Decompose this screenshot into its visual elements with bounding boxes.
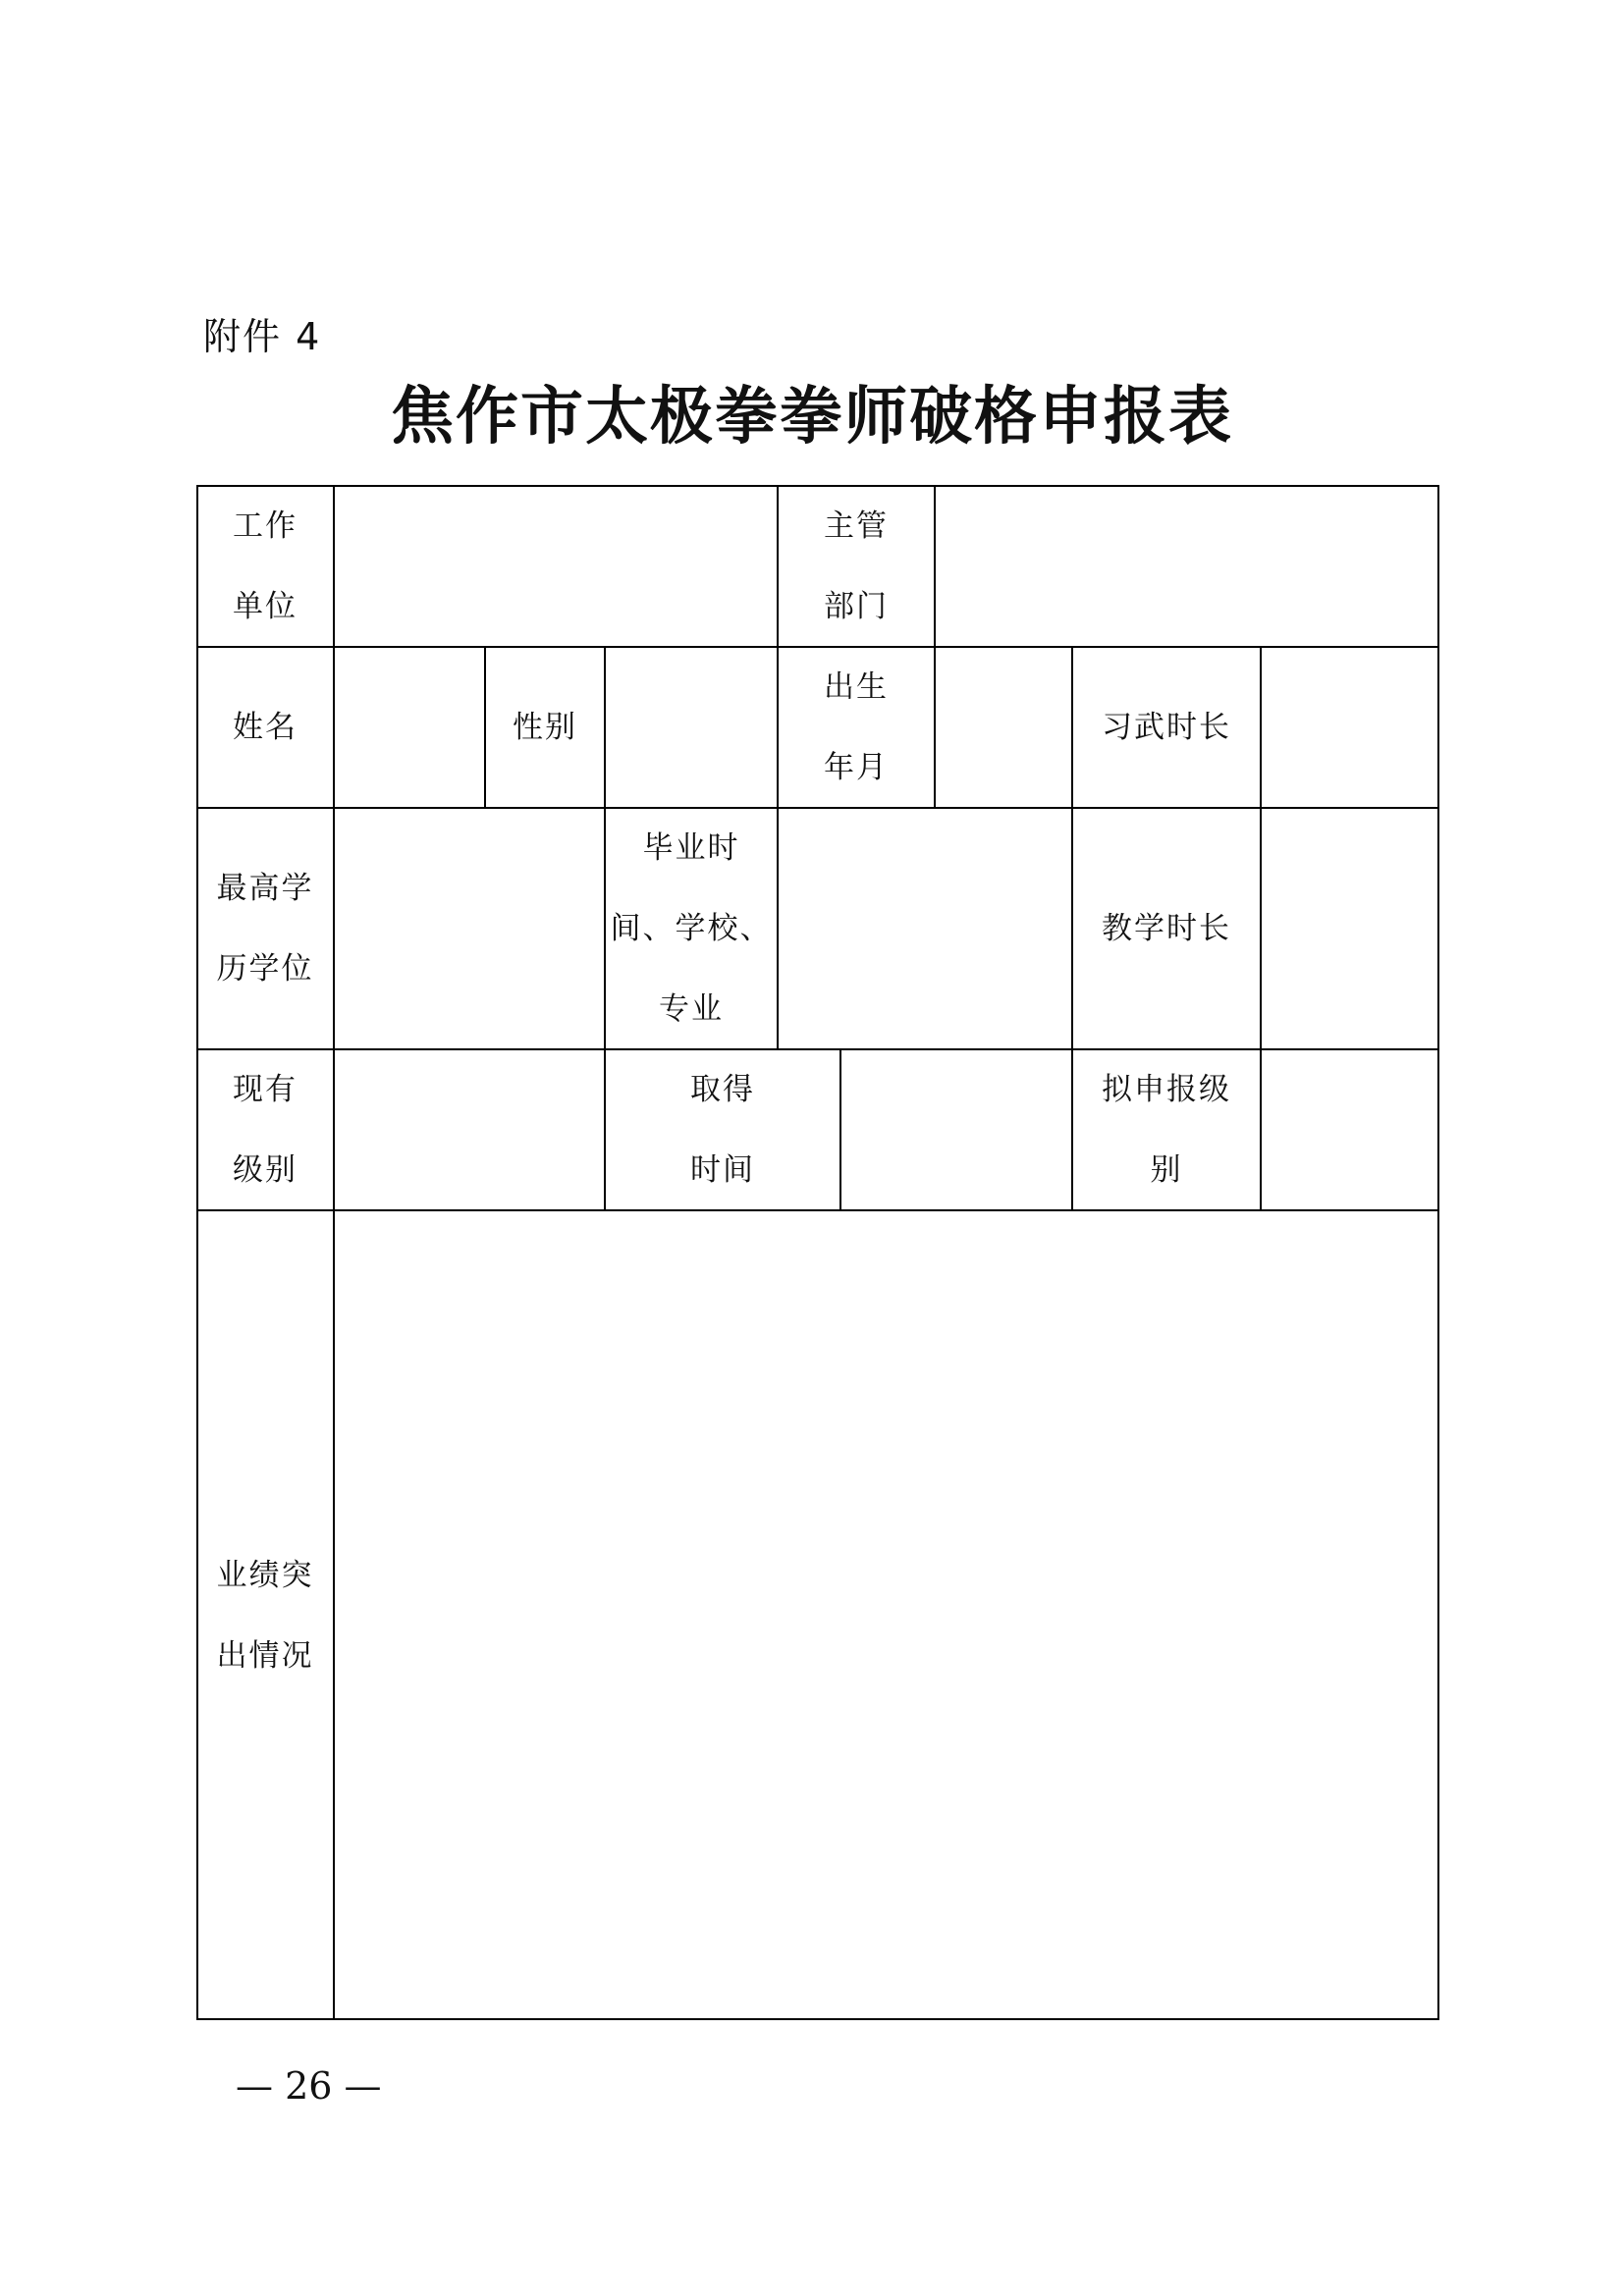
- practice-duration-label-cell: [1072, 647, 1261, 808]
- gender-field[interactable]: [605, 647, 778, 808]
- work-unit-label-cell: [196, 485, 334, 647]
- current-level-label-cell: [196, 1049, 334, 1210]
- graduation-label-cell: [605, 808, 778, 1049]
- gender-label: 性别: [513, 710, 577, 745]
- practice-duration-label: 习武时长: [1102, 710, 1231, 745]
- supervisor-field[interactable]: [935, 485, 1439, 647]
- birth-label-cell: [778, 647, 935, 808]
- application-form-table: [196, 485, 1439, 2020]
- supervisor-label-cell: [778, 485, 935, 647]
- teaching-duration-label-cell: [1072, 808, 1261, 1049]
- work-unit-field[interactable]: [334, 485, 778, 647]
- birth-field[interactable]: [935, 647, 1072, 808]
- work-unit-label: 工作 单位: [233, 507, 298, 624]
- achievements-field[interactable]: [334, 1210, 1439, 2020]
- obtained-time-label: 取得 时间: [690, 1072, 755, 1188]
- proposed-level-field[interactable]: [1261, 1049, 1439, 1210]
- name-label: 姓名: [233, 710, 298, 745]
- obtained-time-label-cell: [605, 1049, 840, 1210]
- gender-label-cell: [485, 647, 605, 808]
- teaching-duration-label: 教学时长: [1102, 911, 1231, 946]
- teaching-duration-field[interactable]: [1261, 808, 1439, 1049]
- education-label: 最高学 历学位: [216, 871, 314, 987]
- name-label-cell: [196, 647, 334, 808]
- current-level-label: 现有 级别: [233, 1072, 298, 1188]
- graduation-field[interactable]: [778, 808, 1072, 1049]
- page-number: — 26 —: [236, 2064, 382, 2108]
- name-field[interactable]: [334, 647, 485, 808]
- form-title: 焦作市太极拳拳师破格申报表: [391, 380, 1233, 454]
- attachment-label: 附件 4: [203, 315, 322, 358]
- proposed-level-label: 拟申报级 别: [1102, 1072, 1231, 1188]
- graduation-label: 毕业时 间、学校、 专业: [610, 830, 773, 1027]
- current-level-field[interactable]: [334, 1049, 605, 1210]
- achievements-label: 业绩突 出情况: [216, 1557, 314, 1674]
- practice-duration-field[interactable]: [1261, 647, 1439, 808]
- education-field[interactable]: [334, 808, 605, 1049]
- achievements-label-cell: [196, 1210, 334, 2020]
- birth-label: 出生 年月: [824, 669, 889, 785]
- supervisor-label: 主管 部门: [824, 507, 889, 624]
- education-label-cell: [196, 808, 334, 1049]
- proposed-level-label-cell: [1072, 1049, 1261, 1210]
- obtained-time-field[interactable]: [840, 1049, 1072, 1210]
